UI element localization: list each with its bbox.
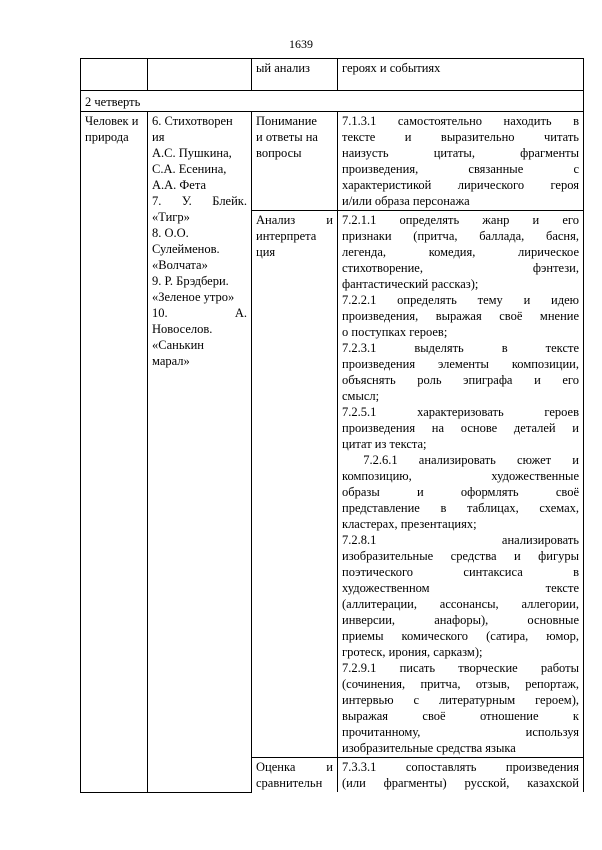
works-line: 8. О.О. [152,226,189,240]
objective-line: поэтического синтаксиса в [342,565,579,579]
works-line: А.С. Пушкина, [152,146,232,160]
cell-objective-continued: героях и событиях [338,59,584,91]
objective-line: тексте и выразительно читать [342,130,579,144]
cell-objectives [338,112,584,211]
table-row-skill-1 [81,112,584,211]
cell-skill-continued: ый анализ [252,59,338,91]
objective-line: 7.2.2.1 определять тему и идею [342,293,579,307]
objective-line: выражая своё отношение к [342,709,579,723]
objective-line: признаки (притча, баллада, басня, [342,229,579,243]
objective-line: кластерах, презентациях; [342,517,477,531]
works-line: С.А. Есенина, [152,162,227,176]
cell-skill [252,758,338,793]
objective-line: (сочинения, притча, отзыв, репортаж, [342,677,579,691]
objective-line: представление в таблицах, схемах, [342,501,579,515]
cell-empty-1 [81,59,148,91]
objective-line: изобразительные средства языка [342,741,516,755]
works-line: «Зеленое утро» [152,290,235,304]
skill-line: Оценка и [256,760,333,774]
table-row-quarter [81,91,584,112]
objective-line: объяснять роль эпиграфа и его [342,373,579,387]
objective-line: художественном тексте [342,581,579,595]
works-line: «Волчата» [152,258,208,272]
page-number: 1639 [289,37,313,51]
quarter-label: 2 четверть [81,91,584,112]
objective-line: образы и оформлять своё [342,485,579,499]
objective-line: 7.2.6.1 анализировать сюжет и [342,453,579,467]
skill-line: интерпрета [256,229,317,243]
objective-line: приемы комического (сатира, юмор, [342,629,579,643]
cell-objectives [338,211,584,758]
theme-line: Человек и [85,114,139,128]
cell-objectives [338,758,584,793]
objective-line: 7.2.9.1 писать творческие работы [342,661,579,675]
objective-line: гротеск, ирония, сарказм); [342,645,483,659]
skill-line: ция [256,245,276,259]
works-line: ия [152,130,165,144]
skill-line: сравнительн [256,776,323,790]
objective-line: смысл; [342,389,380,403]
objective-line: произведения, связанные с [342,162,579,176]
objective-line: наизусть цитаты, фрагменты [342,146,579,160]
objective-line: произведения на основе деталей и [342,421,579,435]
objective-line: легенда, комедия, лирическое [342,245,579,259]
cell-skill [252,112,338,211]
cell-empty-2 [148,59,252,91]
objective-line: прочитанному, используя [342,725,579,739]
works-line: 7. У. Блейк. [152,194,247,208]
theme-line: природа [85,130,129,144]
objective-line: характеристикой лирического героя [342,178,579,192]
objective-line: (или фрагменты) русской, казахской [342,776,579,790]
objective-line: (аллитерации, ассонансы, аллегории, [342,597,579,611]
objective-line: фантастический рассказ); [342,277,479,291]
works-line: марал» [152,354,190,368]
objective-line: произведения, выражая своё мнение [342,309,579,323]
objective-line: композицию, художественные [342,469,579,483]
objective-line: о поступках героев; [342,325,448,339]
objective-line: 7.2.5.1 характеризовать героев [342,405,579,419]
cell-theme [81,112,148,793]
works-line: 10. А. [152,306,247,320]
objective-line: интервью с литературным героем), [342,693,579,707]
objective-line: стихотворение, фэнтези, [342,261,579,275]
objective-line: цитат из текста; [342,437,427,451]
works-line: 6. Стихотворен [152,114,233,128]
works-line: 9. Р. Брэдбери. [152,274,229,288]
works-line: «Санькин [152,338,204,352]
objective-line: 7.2.3.1 выделять в тексте [342,341,579,355]
objective-line: инверсии, анафоры), основные [342,613,579,627]
objective-line: и/или образа персонажа [342,194,470,208]
table-row-continued [81,59,584,91]
curriculum-table [80,58,584,793]
objective-line: 7.2.1.1 определять жанр и его [342,213,579,227]
objective-line: 7.1.3.1 самостоятельно находить в [342,114,579,128]
skill-line: Анализ и [256,213,333,227]
cell-works [148,112,252,793]
skill-line: вопросы [256,146,302,160]
objective-line: изобразительные средства и фигуры [342,549,579,563]
works-line: «Тигр» [152,210,190,224]
objective-line: 7.2.8.1 анализировать [342,533,579,547]
objective-line: 7.3.3.1 сопоставлять произведения [342,760,579,774]
skill-line: и ответы на [256,130,318,144]
works-line: А.А. Фета [152,178,207,192]
cell-skill [252,211,338,758]
skill-line: Понимание [256,114,317,128]
works-line: Новоселов. [152,322,213,336]
objective-line: произведения элементы композиции, [342,357,579,371]
works-line: Сулейменов. [152,242,220,256]
